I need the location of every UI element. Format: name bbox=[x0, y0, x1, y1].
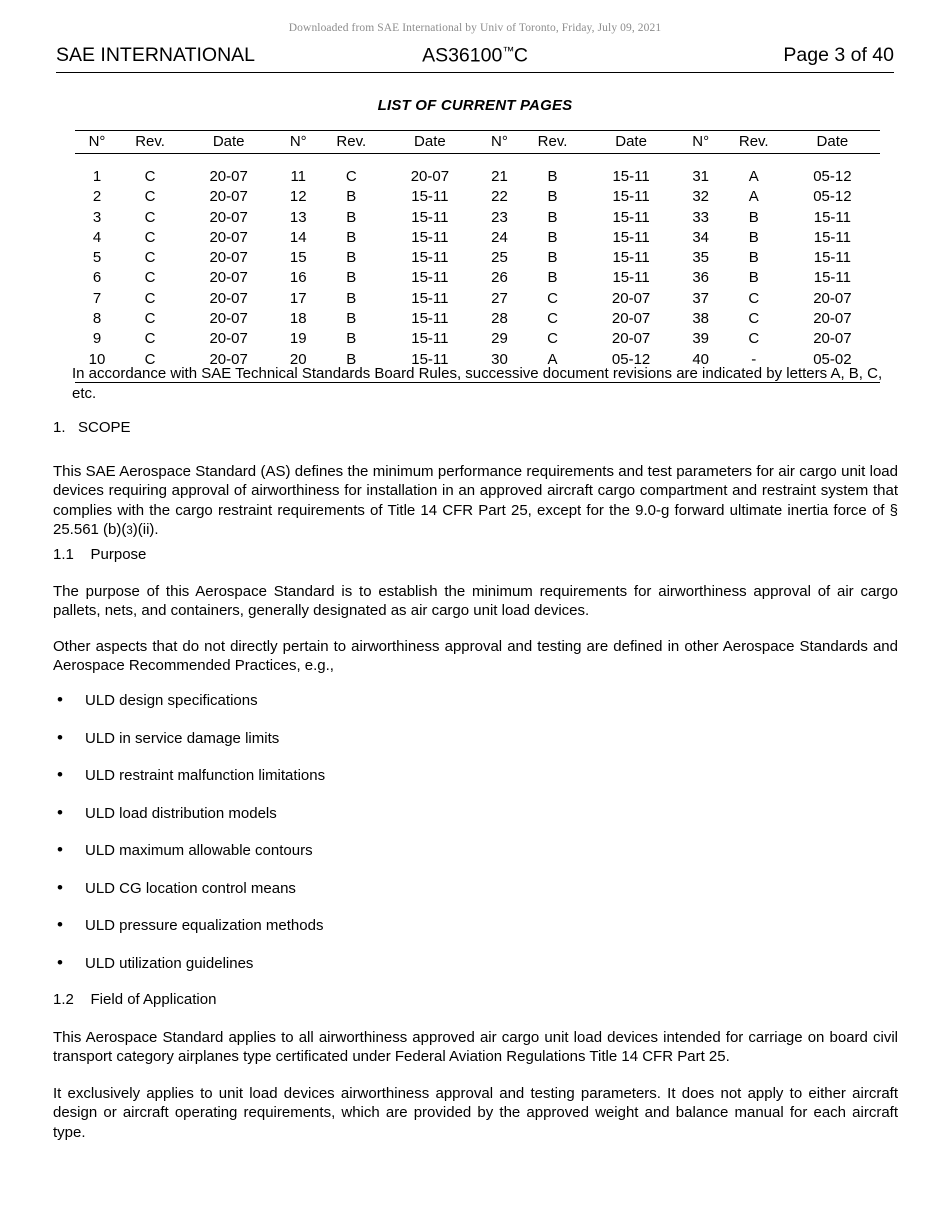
list-item-label: ULD design specifications bbox=[85, 692, 258, 709]
table-cell: 2 bbox=[92, 188, 102, 206]
table-cell: 15-11 bbox=[612, 249, 650, 267]
table-cell: B bbox=[346, 330, 357, 348]
table-cell: 31 bbox=[692, 168, 710, 185]
revision-letters-note: In accordance with SAE Technical Standards Board Rules, successive document revisions are indicated by letters A, B, C, etc. bbox=[72, 365, 883, 402]
paragraph-purpose-2: Other aspects that do not directly pertain to airworthiness approval and testing are defined in other Aerospace Standards and Aerospace Recommended Practices, e.g., bbox=[53, 638, 898, 675]
table-row bbox=[75, 208, 880, 228]
table-row bbox=[75, 248, 880, 268]
table-cell: 20-07 bbox=[209, 168, 248, 185]
document-number-text: AS36100 bbox=[422, 44, 503, 67]
table-header-row bbox=[75, 131, 880, 154]
table-cell: 34 bbox=[692, 228, 710, 246]
table-cell: 15-11 bbox=[411, 330, 449, 348]
scope-subsection-number: 3 bbox=[126, 525, 133, 538]
table-cell: 15-11 bbox=[813, 228, 852, 246]
table-cell: 4 bbox=[92, 228, 102, 246]
trademark-icon: ™ bbox=[502, 44, 514, 58]
table-cell: 18 bbox=[289, 310, 307, 328]
list-of-current-pages-table bbox=[75, 130, 880, 383]
table-cell: 15-11 bbox=[411, 208, 449, 226]
table-cell: B bbox=[748, 269, 759, 287]
scope-text-part1: This SAE Aerospace Standard (AS) defines the minimum performance requirements and test parameters for air cargo unit load devices requiring approval of airworthiness for installation in an approved aircraft cargo compartment and restraint system that complies with the cargo restraint requirements of Title 14 CFR Part 25, except for the 9.0-g forward ultimate inertia force of § 25.561 (b)( bbox=[53, 463, 898, 539]
table-cell: B bbox=[346, 249, 357, 267]
list-item-label: ULD utilization guidelines bbox=[85, 954, 254, 972]
list-item bbox=[53, 841, 898, 860]
table-cell: 27 bbox=[491, 289, 508, 307]
table-cell: C bbox=[748, 330, 760, 348]
table-cell: 05-12 bbox=[813, 188, 852, 206]
column-header: Rev. bbox=[723, 131, 785, 154]
bullet-icon: • bbox=[57, 690, 63, 709]
header-organization: SAE INTERNATIONAL bbox=[56, 44, 256, 66]
table-cell: 20-07 bbox=[209, 289, 248, 307]
table-cell: C bbox=[144, 208, 156, 226]
list-item-label: ULD pressure equalization methods bbox=[85, 917, 324, 934]
table-cell: 15-11 bbox=[612, 188, 650, 206]
table-cell: 33 bbox=[692, 208, 710, 226]
column-header: N° bbox=[679, 131, 723, 154]
column-header: Date bbox=[785, 131, 880, 154]
bullet-icon: • bbox=[57, 877, 63, 897]
table-cell: 1 bbox=[92, 168, 102, 185]
table-cell: 15-11 bbox=[612, 228, 650, 246]
list-item bbox=[53, 766, 898, 785]
table-cell: 20 bbox=[276, 350, 320, 383]
column-header: Rev. bbox=[521, 131, 583, 154]
table-cell: 15-11 bbox=[813, 269, 852, 287]
table-cell: 37 bbox=[692, 289, 710, 307]
table-cell: A bbox=[748, 168, 759, 185]
table-cell: C bbox=[547, 289, 558, 307]
table-cell: B bbox=[547, 168, 558, 185]
list-item bbox=[53, 879, 898, 898]
column-header: N° bbox=[75, 131, 119, 154]
table-cell: 29 bbox=[491, 330, 508, 348]
table-cell: 24 bbox=[491, 228, 508, 246]
paragraph-field-2: It exclusively applies to unit load devices airworthiness approval and testing parameters. It does not apply to either aircraft design or aircraft operating requirements, which are provided by the approved weight and balance manual for each aircraft type. bbox=[53, 1085, 898, 1141]
scope-text-part2: )(ii). bbox=[132, 521, 159, 539]
table-cell: 20-07 bbox=[611, 330, 651, 348]
table-row bbox=[75, 289, 880, 309]
table-cell: B bbox=[547, 228, 558, 246]
table-row bbox=[75, 329, 880, 349]
table-cell: 10 bbox=[75, 350, 119, 383]
table-cell: C bbox=[345, 168, 357, 185]
table-cell: C bbox=[547, 330, 558, 348]
header-page-number: Page 3 of 40 bbox=[783, 44, 894, 66]
page-header bbox=[56, 44, 894, 73]
table-cell: 05-12 bbox=[584, 350, 679, 383]
table-cell: 40 bbox=[679, 350, 723, 383]
table-cell: 30 bbox=[477, 350, 521, 383]
heading-scope: 1. SCOPE bbox=[53, 419, 131, 436]
table-cell: 20-07 bbox=[209, 269, 248, 287]
table-cell: C bbox=[144, 168, 156, 185]
table-cell: B bbox=[346, 188, 357, 206]
table-body bbox=[75, 154, 880, 383]
table-row bbox=[75, 154, 880, 188]
table-cell: 15-11 bbox=[612, 208, 650, 226]
table-cell: 39 bbox=[692, 330, 710, 348]
table-cell: C bbox=[144, 228, 156, 246]
bullet-icon: • bbox=[57, 952, 63, 972]
table-cell: 13 bbox=[289, 208, 307, 226]
table-cell: 15-11 bbox=[411, 188, 449, 206]
column-header: Rev. bbox=[320, 131, 382, 154]
table-cell: 15-11 bbox=[612, 168, 650, 185]
table-cell: 5 bbox=[92, 249, 102, 267]
table-cell: 36 bbox=[692, 269, 710, 287]
table-cell: 15-11 bbox=[411, 249, 449, 267]
table-cell: 8 bbox=[92, 310, 102, 328]
table-cell: 38 bbox=[692, 310, 710, 328]
table-cell: 17 bbox=[289, 289, 307, 307]
table-cell: 20-07 bbox=[209, 228, 248, 246]
paragraph-purpose-1: The purpose of this Aerospace Standard is to establish the minimum requirements for airworthiness approval of air cargo pallets, nets, and containers, generally designated as air cargo unit load devices. bbox=[53, 583, 898, 620]
table-cell: C bbox=[144, 289, 156, 307]
table-cell: B bbox=[346, 289, 357, 307]
table-cell: C bbox=[144, 188, 156, 206]
table-cell: B bbox=[748, 208, 759, 226]
bullet-icon: • bbox=[57, 727, 63, 747]
table-cell: B bbox=[547, 188, 558, 206]
table-cell: 20-07 bbox=[813, 289, 852, 307]
table-cell: C bbox=[748, 310, 760, 328]
list-item bbox=[53, 729, 898, 748]
table-cell: 20-07 bbox=[209, 330, 248, 348]
list-item-label: ULD restraint malfunction limitations bbox=[85, 767, 326, 784]
table-cell: 15-11 bbox=[813, 208, 852, 226]
table-cell: 21 bbox=[491, 168, 508, 185]
table-cell: 22 bbox=[491, 188, 508, 206]
table-cell: C bbox=[144, 249, 156, 267]
column-header: Date bbox=[584, 131, 679, 154]
bullet-icon: • bbox=[57, 840, 63, 859]
table-cell: 19 bbox=[289, 330, 307, 348]
table-cell: 15-11 bbox=[382, 350, 477, 383]
paragraph-field-1: This Aerospace Standard applies to all airworthiness approved air cargo unit load devices intended for carriage on board civil transport category airplanes type certificated under Federal Aviation Regulations Title 14 CFR Part 25. bbox=[53, 1029, 898, 1066]
list-item bbox=[53, 691, 898, 710]
column-header: Date bbox=[382, 131, 477, 154]
table-cell: B bbox=[346, 269, 357, 287]
heading-field-of-application: 1.2 Field of Application bbox=[53, 991, 217, 1008]
table-cell: 23 bbox=[491, 208, 508, 226]
table-cell: 20-07 bbox=[813, 310, 852, 328]
bullet-icon: • bbox=[57, 765, 63, 784]
table-cell: 35 bbox=[692, 249, 710, 267]
table-cell: 15-11 bbox=[813, 249, 852, 267]
table-row bbox=[75, 187, 880, 207]
table-cell: B bbox=[320, 350, 382, 383]
bullet-icon: • bbox=[57, 802, 63, 822]
table-cell: A bbox=[748, 188, 759, 206]
table-cell: C bbox=[119, 350, 181, 383]
table-cell: 9 bbox=[92, 330, 102, 348]
list-of-current-pages-table-wrap bbox=[75, 130, 880, 383]
table-cell: C bbox=[547, 310, 558, 328]
table-cell: 20-07 bbox=[611, 310, 651, 328]
table-cell: 3 bbox=[92, 208, 102, 226]
table-cell: 12 bbox=[289, 188, 307, 206]
column-header: Rev. bbox=[119, 131, 181, 154]
uld-aspects-list bbox=[53, 691, 898, 973]
table-cell: B bbox=[748, 249, 759, 267]
table-cell: B bbox=[346, 208, 357, 226]
table-cell: 15-11 bbox=[411, 228, 449, 246]
table-cell: 15 bbox=[289, 249, 307, 267]
table-cell: C bbox=[144, 330, 156, 348]
table-cell: C bbox=[748, 289, 760, 307]
table-cell: 15-11 bbox=[612, 269, 650, 287]
table-row bbox=[75, 268, 880, 288]
table-cell: 15-11 bbox=[411, 310, 449, 328]
list-item bbox=[53, 804, 898, 823]
table-cell: 20-07 bbox=[209, 208, 248, 226]
download-watermark: Downloaded from SAE International by Univ of Toronto, Friday, July 09, 2021 bbox=[288, 22, 662, 34]
table-cell: B bbox=[346, 310, 357, 328]
table-cell: C bbox=[144, 269, 156, 287]
table-cell: B bbox=[547, 208, 558, 226]
document-revision-text: C bbox=[513, 44, 528, 67]
table-cell: B bbox=[748, 228, 759, 246]
table-cell: 14 bbox=[289, 228, 307, 246]
list-item-label: ULD maximum allowable contours bbox=[85, 842, 313, 859]
paragraph-scope bbox=[53, 462, 898, 542]
uld-aspects-list-wrap bbox=[53, 691, 898, 991]
table-cell: 11 bbox=[290, 168, 307, 185]
table-cell: 28 bbox=[491, 310, 508, 328]
table-cell: 26 bbox=[491, 269, 508, 287]
list-item-label: ULD in service damage limits bbox=[85, 729, 280, 747]
list-of-current-pages-title: LIST OF CURRENT PAGES bbox=[377, 97, 573, 114]
table-cell: 20-07 bbox=[181, 350, 276, 383]
table-cell: B bbox=[547, 269, 558, 287]
table-cell: 32 bbox=[692, 188, 710, 206]
table-cell: B bbox=[346, 228, 357, 246]
column-header: N° bbox=[477, 131, 521, 154]
table-cell: 15-11 bbox=[411, 289, 449, 307]
table-cell: 15-11 bbox=[411, 269, 449, 287]
table-cell: A bbox=[521, 350, 583, 383]
table-row bbox=[75, 228, 880, 248]
heading-purpose: 1.1 Purpose bbox=[53, 546, 147, 563]
list-item bbox=[53, 954, 898, 973]
table-cell: 20-07 bbox=[813, 330, 852, 348]
table-row bbox=[75, 309, 880, 329]
table-cell: 20-07 bbox=[209, 310, 248, 328]
table-cell: 20-07 bbox=[410, 168, 450, 185]
table-cell: 05-02 bbox=[785, 350, 880, 383]
table-cell: 7 bbox=[92, 289, 102, 307]
table-cell: 6 bbox=[92, 269, 102, 287]
table-cell: 20-07 bbox=[611, 289, 651, 307]
table-cell: 05-12 bbox=[813, 168, 852, 185]
table-cell: 20-07 bbox=[209, 249, 248, 267]
list-item-label: ULD CG location control means bbox=[85, 879, 296, 897]
table-cell: 20-07 bbox=[209, 188, 248, 206]
table-cell: - bbox=[723, 350, 785, 383]
column-header: Date bbox=[181, 131, 276, 154]
table-cell: 16 bbox=[289, 269, 307, 287]
table-cell: B bbox=[547, 249, 558, 267]
bullet-icon: • bbox=[57, 915, 63, 934]
column-header: N° bbox=[276, 131, 320, 154]
list-item-label: ULD load distribution models bbox=[85, 804, 277, 822]
table-cell: C bbox=[144, 310, 156, 328]
list-item bbox=[53, 916, 898, 935]
table-cell: 25 bbox=[491, 249, 508, 267]
